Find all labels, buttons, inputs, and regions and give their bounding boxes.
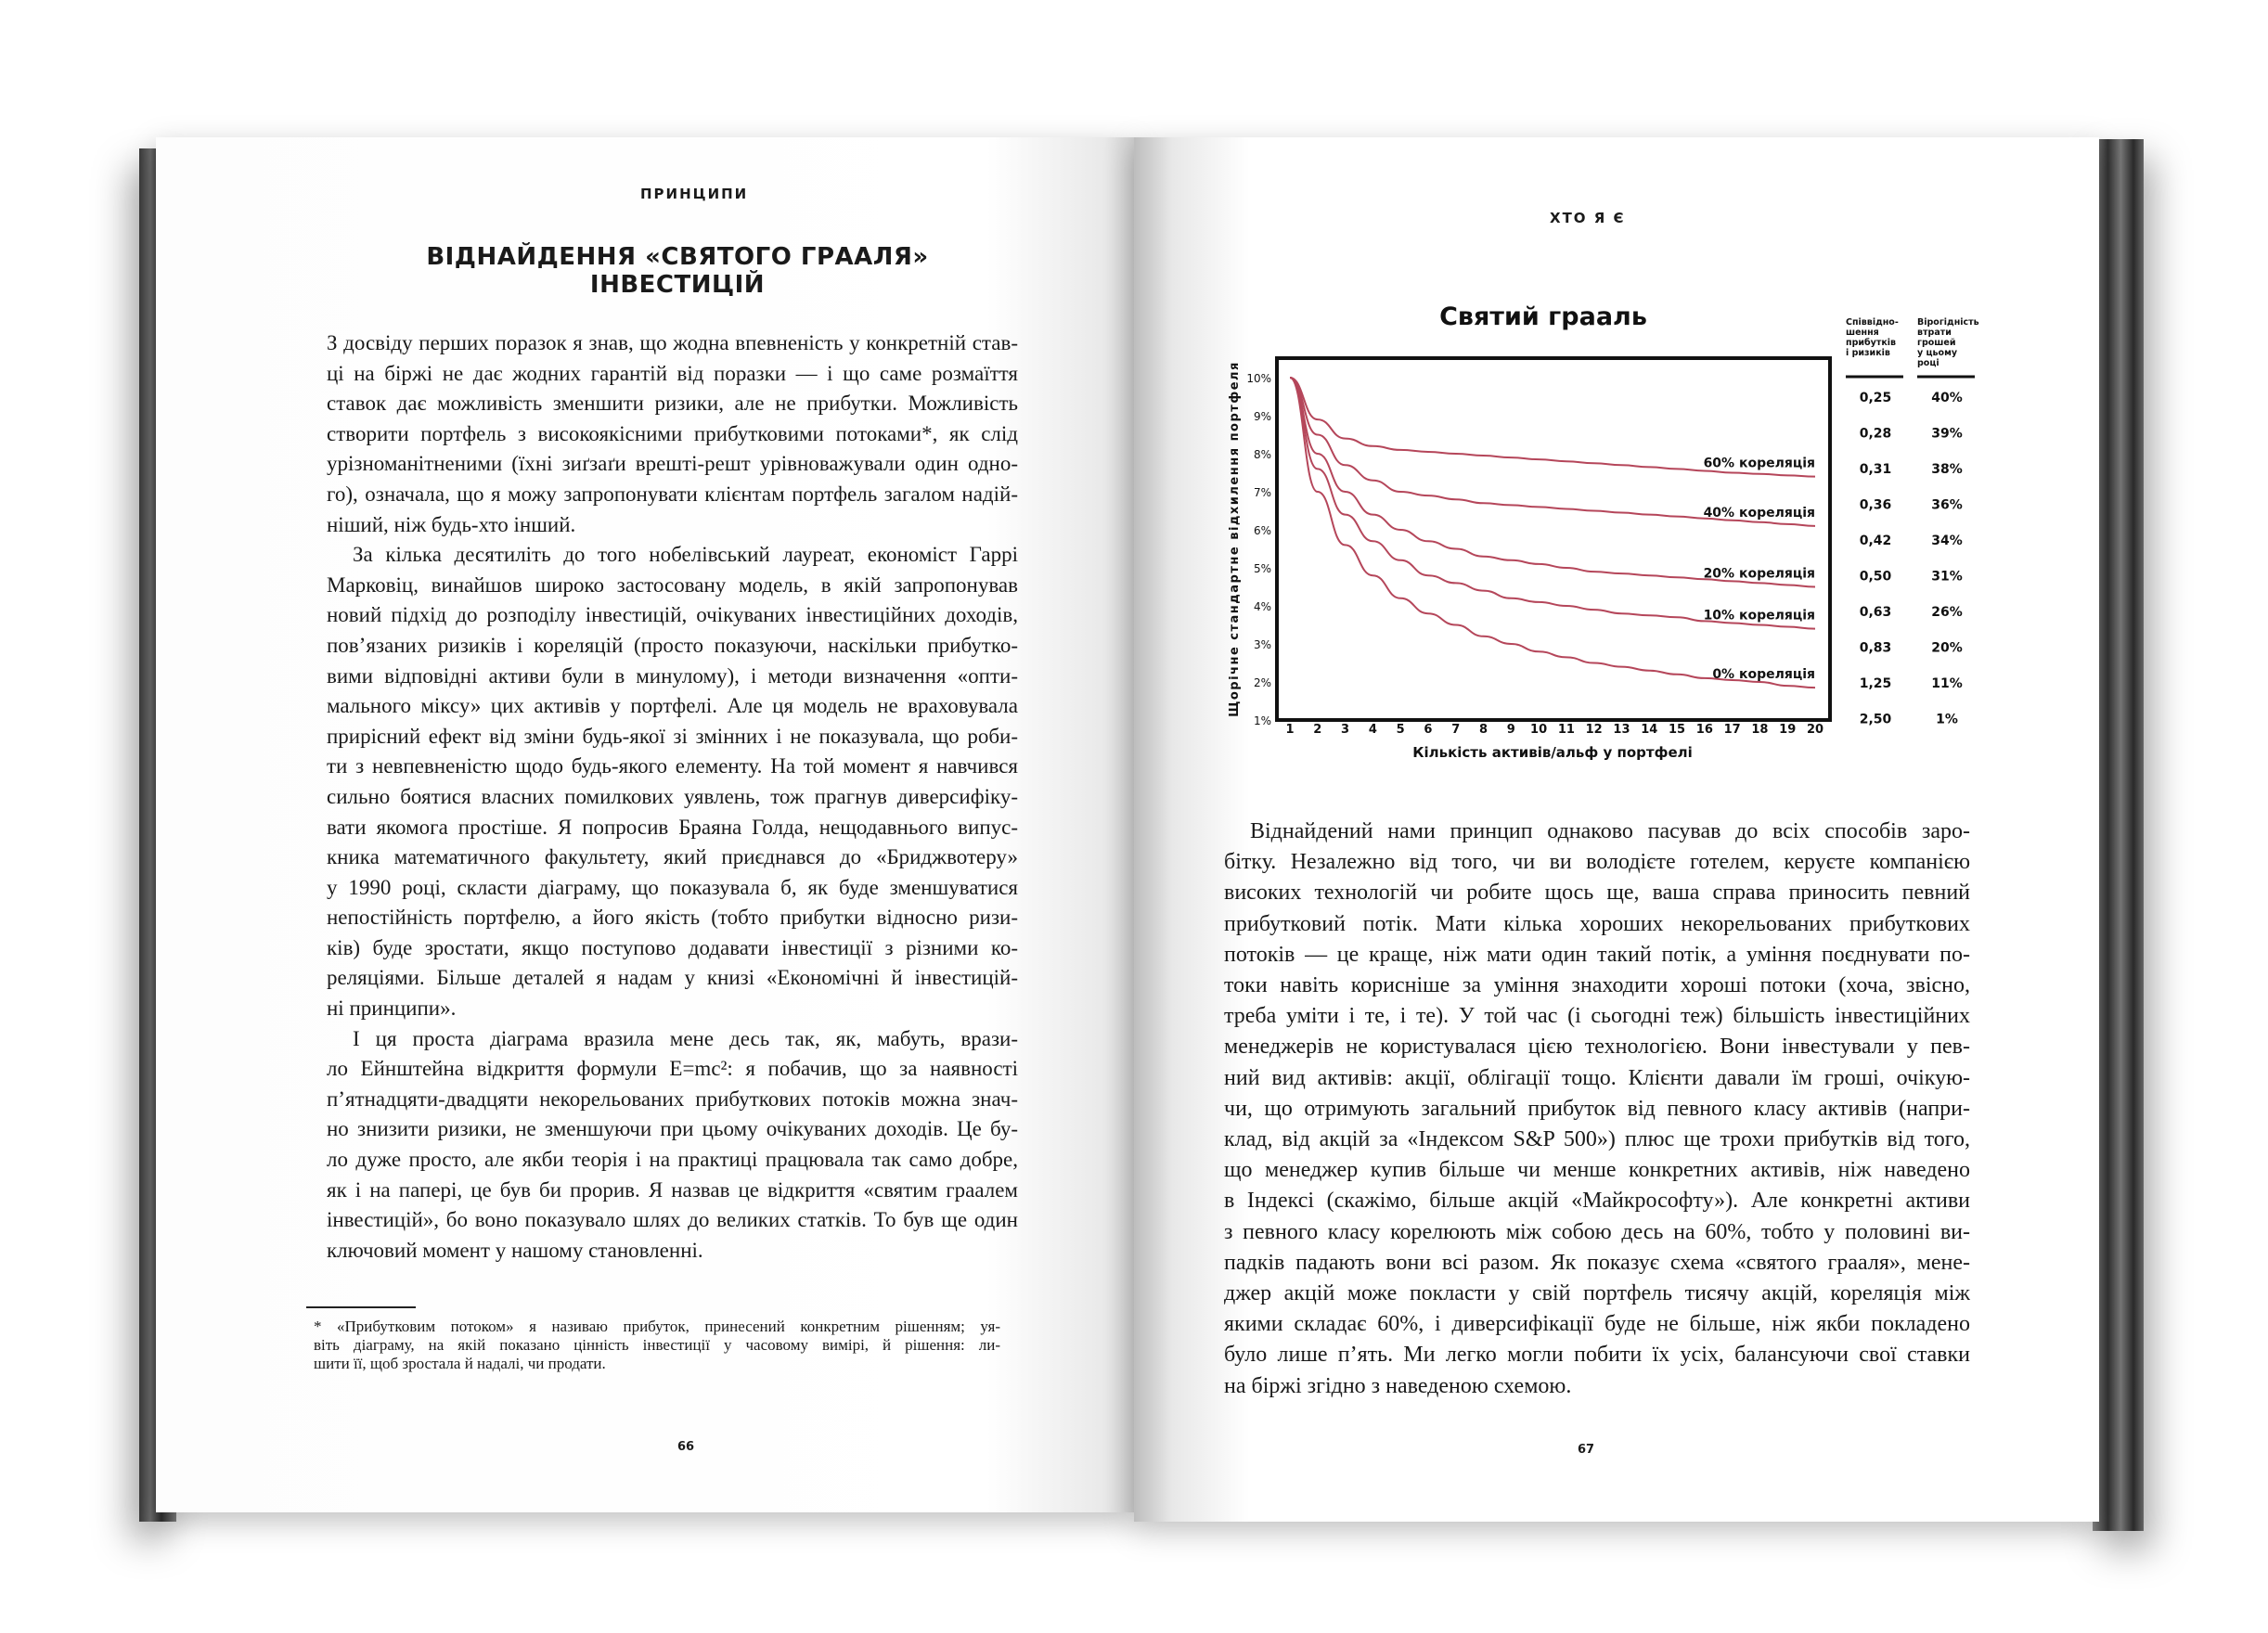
left-body-text bbox=[327, 328, 1018, 1266]
table-cell: 40% bbox=[1931, 391, 1963, 405]
y-tick-label: 2% bbox=[1253, 676, 1271, 689]
right-body-text bbox=[1224, 816, 1970, 1402]
footnote bbox=[314, 1318, 1000, 1373]
table-cell: 0,25 bbox=[1859, 391, 1892, 405]
text-line: непостійність портфелю, а його якість (тобто прибутки відносно ризи- bbox=[327, 906, 1018, 930]
table-cell: 1,25 bbox=[1859, 676, 1892, 691]
text-line: падків падають вони всі разом. Як показує схема «святого грааля», мене- bbox=[1224, 1250, 1970, 1275]
table-header-line: грошей bbox=[1917, 338, 1956, 348]
series-lines bbox=[1290, 378, 1815, 688]
table-header-line: у цьому bbox=[1917, 348, 1958, 358]
y-tick-label: 1% bbox=[1253, 714, 1271, 727]
series-line bbox=[1290, 378, 1815, 688]
table-cell: 0,83 bbox=[1859, 640, 1892, 656]
text-line: у 1990 році, скласти діаграму, що показувала б, як буде зменшуватися bbox=[327, 875, 1018, 899]
text-line: І ця проста діаграма вразила мене десь так, як, мабуть, врази- bbox=[353, 1026, 1018, 1050]
y-tick-label: 6% bbox=[1253, 524, 1271, 537]
table-cell: 20% bbox=[1931, 640, 1963, 656]
text-line: сильно боятися власних помилкових уявлень, тож прагнув диверсифіку- bbox=[327, 784, 1018, 808]
chart-title: Святий грааль bbox=[1439, 302, 1647, 331]
text-line: чи, що отримують загальний прибуток від певного класу активів (напри- bbox=[1224, 1096, 1970, 1121]
text-line: прирісний ефект від зміни будь-якої зі змінних і не показувала, що роби- bbox=[327, 724, 1018, 748]
text-line: З досвіду перших поразок я знав, що жодна впевненість у конкретній став- bbox=[327, 331, 1018, 354]
x-tick-label: 12 bbox=[1585, 723, 1603, 737]
table-header-line: Вірогідність bbox=[1917, 317, 1979, 328]
table-header-line: році bbox=[1917, 358, 1939, 368]
text-line: джер акцій може покласти у свій портфель тисячу акцій, кореляція між bbox=[1224, 1281, 1970, 1306]
table-cell: 1% bbox=[1936, 712, 1958, 727]
x-tick-label: 16 bbox=[1695, 723, 1713, 737]
series-label: 20% кореляція bbox=[1703, 566, 1815, 582]
text-line: менеджерів не користувалася цією технологією. Вони інвестували у пев- bbox=[1224, 1035, 1970, 1060]
series-line bbox=[1290, 378, 1815, 587]
text-line: прибутковий потік. Мати кілька хороших некорельованих прибуткових bbox=[1224, 911, 1970, 936]
x-tick-label: 7 bbox=[1451, 723, 1461, 737]
footnote-divider bbox=[306, 1306, 416, 1308]
running-head-left: ПРИНЦИПИ bbox=[640, 186, 749, 202]
x-tick-label: 17 bbox=[1723, 723, 1741, 737]
table-cell: 31% bbox=[1931, 569, 1963, 585]
table-cell: 26% bbox=[1931, 605, 1963, 620]
text-line: бітку. Незалежно від того, чи ви володієте готелем, керуєте компанією bbox=[1224, 850, 1970, 875]
x-tick-label: 2 bbox=[1313, 723, 1322, 737]
text-line: * «Прибутковим потоком» я називаю прибуток, принесений конкретним рішенням; уя- bbox=[314, 1318, 1000, 1335]
series-label: 0% кореляція bbox=[1712, 667, 1815, 683]
text-line: ний вид активів: акції, облігації тощо. Клієнти давали їм гроші, очікую- bbox=[1224, 1065, 1970, 1090]
x-tick-label: 18 bbox=[1751, 723, 1769, 737]
text-line: ніший, ніж будь-хто інший. bbox=[327, 512, 576, 536]
page-stack-right bbox=[2093, 139, 2144, 1531]
text-line: ключовий момент у нашому становленні. bbox=[327, 1238, 703, 1262]
x-tick-label: 9 bbox=[1506, 723, 1515, 737]
table-cell: 36% bbox=[1931, 497, 1963, 513]
text-line: шити її, щоб зростала й надалі, чи продати. bbox=[314, 1355, 606, 1372]
series-label: 60% кореляція bbox=[1703, 456, 1815, 471]
section-title bbox=[334, 243, 1021, 299]
text-line: ці на біржі не дає жодних гарантій від поразки — і що саме розмаїття bbox=[327, 361, 1018, 385]
x-axis-label: Кількість активів/альф у портфелі bbox=[1412, 744, 1693, 761]
text-line: високих технологій чи робите щось ще, ваша справа приносить певний bbox=[1224, 881, 1970, 906]
text-line: ло Ейнштейна відкриття формули E=mc²: я побачив, що за наявності bbox=[327, 1057, 1018, 1081]
y-axis-label: Щорічне стандартне відхилення портфеля bbox=[1228, 361, 1242, 717]
x-tick-label: 3 bbox=[1341, 723, 1350, 737]
text-line: урізноманітненими (їхні зиґзаґи врешті-решт урівноважували один одно- bbox=[327, 452, 1018, 476]
section-title-line: ІНВЕСТИЦІЙ bbox=[589, 271, 766, 299]
y-tick-label: 5% bbox=[1253, 562, 1271, 575]
risk-return-table bbox=[1846, 317, 1979, 727]
text-line: клад, від акцій за «Індексом S&P 500») плюс ще трохи прибутків від того, bbox=[1224, 1127, 1970, 1152]
plot-frame bbox=[1277, 358, 1830, 720]
holy-grail-chart bbox=[1206, 288, 2042, 789]
x-tick-label: 20 bbox=[1806, 723, 1824, 737]
text-line: пов’язаних ризиків і кореляцій (просто показуючи, наскільки прибутко- bbox=[327, 633, 1018, 657]
table-header-line: шення bbox=[1846, 328, 1879, 338]
text-line: ставок дає можливість зменшити ризики, але не прибутки. Можливість bbox=[327, 392, 1018, 416]
page-number-right: 67 bbox=[1578, 1443, 1595, 1457]
section-title-line: ВІДНАЙДЕННЯ «СВЯТОГО ГРААЛЯ» bbox=[426, 243, 929, 271]
text-line: ти з невпевненістю щодо будь-якого елементу. На той момент я навчився bbox=[327, 754, 1018, 778]
text-line: кника математичного факультету, який приєднався до «Бриджвотеру» bbox=[327, 845, 1018, 869]
y-tick-label: 4% bbox=[1253, 600, 1271, 613]
table-header-line: прибутків bbox=[1846, 338, 1897, 348]
text-line: з певного класу корелюють між собою десь на 60%, тобто у половині ви- bbox=[1224, 1219, 1970, 1244]
table-cell: 0,36 bbox=[1859, 497, 1892, 513]
table-cell: 39% bbox=[1931, 426, 1963, 442]
x-tick-label: 1 bbox=[1285, 723, 1295, 737]
text-line: п’ятнадцяти-двадцяти некорельованих прибуткових потоків можна знач- bbox=[327, 1087, 1018, 1111]
text-line: як і на папері, це був би прорив. Я назвав це відкриття «святим граалем bbox=[327, 1177, 1018, 1202]
text-line: інвестицій», бо воно показувало шлях до великих статків. То був ще один bbox=[327, 1208, 1018, 1232]
x-tick-label: 10 bbox=[1530, 723, 1548, 737]
text-line: го), означала, що я можу запропонувати клієнтам портфель загалом надій- bbox=[327, 482, 1018, 506]
table-header-line: і ризиків bbox=[1846, 348, 1890, 358]
text-line: створити портфель з високоякісними прибутковими потоками*, як слід bbox=[327, 421, 1018, 445]
x-tick-label: 14 bbox=[1641, 723, 1658, 737]
text-line: реляціями. Більше деталей я надам у книзі «Економічні й інвестицій- bbox=[327, 966, 1018, 990]
text-line: вими відповідні активи були в минулому), і методи визначення «опти- bbox=[327, 663, 1018, 688]
text-line: токи навіть корисніше за уміння знаходити хороші потоки (хоча, звісно, bbox=[1224, 973, 1970, 998]
text-line: ло дуже просто, але якби теорія і на практиці працювала так само добре, bbox=[327, 1148, 1018, 1172]
series-label: 10% кореляція bbox=[1703, 608, 1815, 624]
text-line: потоків — це краще, ніж мати один такий потік, а уміння поєднувати по- bbox=[1224, 942, 1970, 967]
series-line bbox=[1290, 378, 1815, 526]
table-cell: 0,31 bbox=[1859, 462, 1892, 477]
text-line: ні принципи». bbox=[327, 997, 457, 1021]
y-tick-label: 7% bbox=[1253, 486, 1271, 499]
text-line: За кілька десятиліть до того нобелівський лауреат, економіст Гаррі bbox=[353, 543, 1018, 567]
page-number-left: 66 bbox=[677, 1440, 695, 1454]
text-line: Віднайдений нами принцип однаково пасував до всіх способів заро- bbox=[1250, 819, 1970, 843]
text-line: якими складає 60%, і диверсифікації буде не більше, ніж якби покладено bbox=[1224, 1312, 1970, 1337]
x-tick-label: 8 bbox=[1479, 723, 1488, 737]
table-cell: 0,28 bbox=[1859, 426, 1892, 442]
text-line: було лише п’ять. Ми легко могли побити їх усіх, балансуючи свої ставки bbox=[1224, 1343, 1970, 1368]
table-cell: 34% bbox=[1931, 534, 1963, 548]
text-line: віть діаграму, на якій показано цінність інвестиції у часовому вимірі, й рішення: ли- bbox=[314, 1336, 1000, 1354]
table-cell: 0,50 bbox=[1859, 569, 1892, 585]
series-label: 40% кореляція bbox=[1703, 505, 1815, 521]
x-tick-label: 11 bbox=[1557, 723, 1575, 737]
y-tick-label: 8% bbox=[1253, 448, 1271, 461]
table-header-line: втрати bbox=[1917, 328, 1952, 338]
y-tick-label: 10% bbox=[1246, 372, 1271, 385]
text-line: вати якомога простіше. Я попросив Браяна Голда, нещодавнього випус- bbox=[327, 815, 1018, 839]
text-line: що менеджер купив більше чи менше конкретних активів, ніж наведено bbox=[1224, 1158, 1970, 1183]
text-line: новий підхід до розподілу інвестицій, очікуваних інвестиційних доходів, bbox=[327, 603, 1018, 627]
text-line: на біржі згідно з наведеною схемою. bbox=[1224, 1373, 1572, 1398]
table-header-line: Співвідно- bbox=[1846, 317, 1899, 328]
text-line: ків) буде зростати, якщо поступово додавати інвестиції з різними ко- bbox=[327, 935, 1018, 959]
table-cell: 38% bbox=[1931, 462, 1963, 477]
series-line bbox=[1290, 378, 1815, 629]
x-tick-label: 13 bbox=[1613, 723, 1630, 737]
x-tick-label: 6 bbox=[1424, 723, 1433, 737]
x-tick-label: 15 bbox=[1669, 723, 1686, 737]
table-cell: 0,42 bbox=[1859, 534, 1892, 548]
text-line: Марковіц, винайшов широко застосовану модель, в якій запропонував bbox=[327, 572, 1018, 597]
y-tick-label: 9% bbox=[1253, 410, 1271, 423]
running-head-right: ХТО Я Є bbox=[1550, 210, 1626, 226]
x-tick-label: 5 bbox=[1396, 723, 1405, 737]
text-line: но знизити ризики, не зменшуючи при цьому очікуваних доходів. Це бу- bbox=[327, 1117, 1018, 1141]
y-tick-labels bbox=[1246, 372, 1271, 727]
x-tick-labels bbox=[1285, 723, 1823, 737]
text-line: треба уміти і те, і те). У той час (і сьогодні теж) більшість інвестиційних bbox=[1224, 1004, 1970, 1029]
y-tick-label: 3% bbox=[1253, 638, 1271, 651]
text-line: в Індексі (скажімо, більше акцій «Майкрософту»). Але конкретні активи bbox=[1224, 1189, 1970, 1214]
text-line: мального міксу» цих активів у портфелі. Але ця модель не враховувала bbox=[327, 694, 1018, 718]
table-cell: 11% bbox=[1931, 676, 1963, 691]
table-cell: 0,63 bbox=[1859, 605, 1892, 620]
x-tick-label: 19 bbox=[1779, 723, 1797, 737]
x-tick-label: 4 bbox=[1368, 723, 1377, 737]
table-cell: 2,50 bbox=[1859, 712, 1892, 727]
